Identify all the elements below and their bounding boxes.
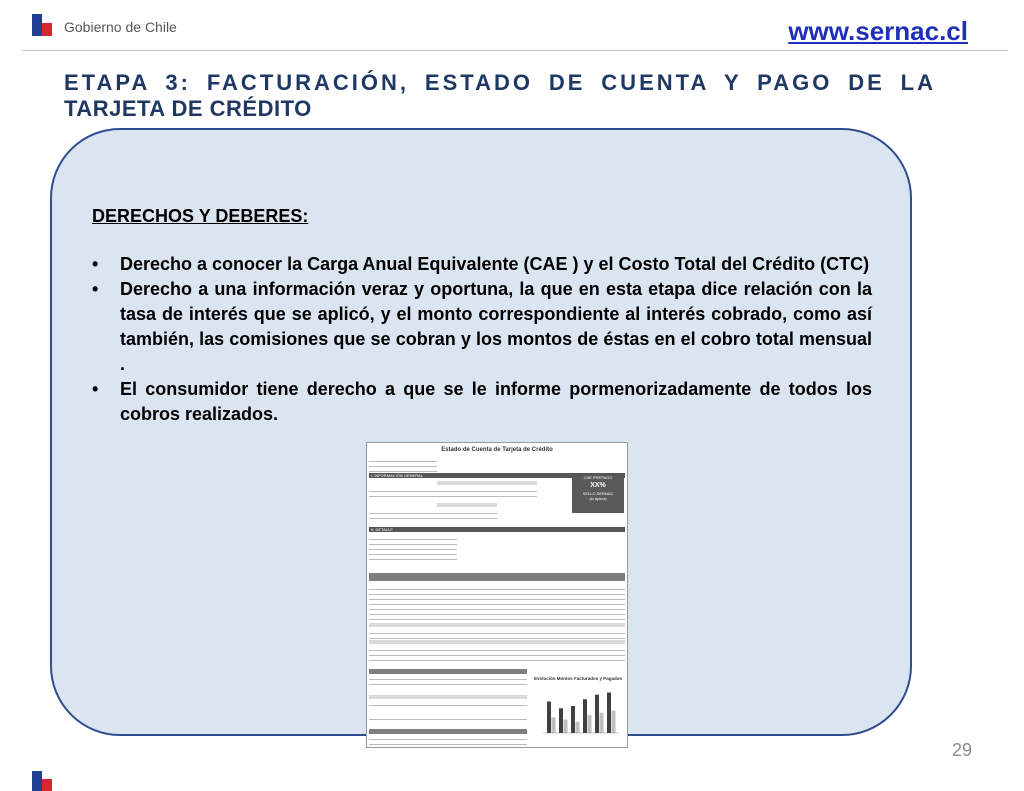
statement-row [369, 740, 527, 745]
sernac-seal-note: (si aplica) [589, 496, 607, 501]
government-label: Gobierno de Chile [64, 19, 177, 35]
rights-item: • Derecho a una información veraz y oportuna, la que en esta etapa dice relación con la tasa de interés que se aplicó, y el monto correspondiente al interés cobrado, como así también, las comisiones que se cobran y los montos de éstas en el cobro total mensual . [92, 277, 872, 377]
statement-section-general: I. INFORMACIÓN GENERAL [369, 473, 625, 478]
mini-chart-bar [588, 715, 592, 733]
statement-section-detail: II. DETALLE [369, 527, 625, 532]
mini-chart-bar [559, 708, 563, 733]
cae-value: XX% [590, 482, 606, 489]
section-heading: DERECHOS Y DEBERES: [92, 206, 309, 226]
statement-field-line [369, 467, 437, 472]
statement-other-header [369, 729, 527, 734]
slide-title-line2: TARJETA DE CRÉDITO [64, 96, 312, 121]
sernac-seal-label: SELLO SERNAC [582, 491, 614, 496]
statement-mini-chart [533, 673, 623, 743]
statement-row [369, 615, 625, 620]
mini-chart-bar [571, 706, 575, 733]
header-divider [22, 50, 1008, 51]
statement-row [369, 701, 527, 706]
cae-seal-box [572, 475, 624, 513]
statement-title: Estado de Cuenta de Tarjeta de Crédito [441, 447, 553, 453]
sernac-website-link[interactable]: www.sernac.cl [788, 16, 968, 46]
statement-subsection [369, 623, 625, 627]
mini-chart-title: Evolución Montos Facturados y Pagados [533, 676, 623, 681]
statement-row [369, 680, 527, 685]
rights-list [92, 252, 872, 427]
statement-table-header [437, 481, 537, 485]
statement-payment-header [369, 669, 527, 674]
slide-title-line1: ETAPA 3: FACTURACIÓN, ESTADO DE CUENTA Y PAGO DE LA [64, 70, 936, 95]
statement-row [369, 656, 625, 661]
rights-item: • El consumidor tiene derecho a que se le informe pormenorizadamente de todos los cobros realizados. [92, 377, 872, 427]
statement-subsection [369, 640, 625, 644]
rights-item: • Derecho a conocer la Carga Anual Equivalente (CAE ) y el Costo Total del Crédito (CTC) [92, 252, 872, 277]
mini-chart-bar [552, 717, 556, 733]
statement-operations-header [369, 573, 625, 581]
mini-chart-bar [600, 713, 604, 733]
mini-chart-bar [583, 699, 587, 733]
statement-field-line [369, 492, 537, 497]
mini-chart-bar [612, 711, 616, 734]
mini-chart-bar [564, 720, 568, 734]
slide-title [64, 70, 936, 122]
chile-flag-logo [32, 14, 52, 36]
statement-field-line [369, 514, 497, 519]
statement-row [369, 715, 527, 720]
statement-row [369, 634, 625, 639]
cae-label: CAE PREPAGO [583, 475, 613, 480]
page-number: 29 [951, 740, 972, 760]
statement-subsection [369, 695, 527, 699]
statement-table-header [437, 503, 497, 507]
mini-chart-bar [547, 702, 551, 734]
mini-chart-bar [595, 695, 599, 733]
statement-field-line [369, 555, 457, 560]
chile-flag-footer [32, 771, 52, 791]
mini-chart-bar [607, 693, 611, 734]
mini-chart-bars [547, 693, 616, 734]
credit-card-statement-image [366, 442, 628, 748]
mini-chart-bar [576, 722, 580, 733]
